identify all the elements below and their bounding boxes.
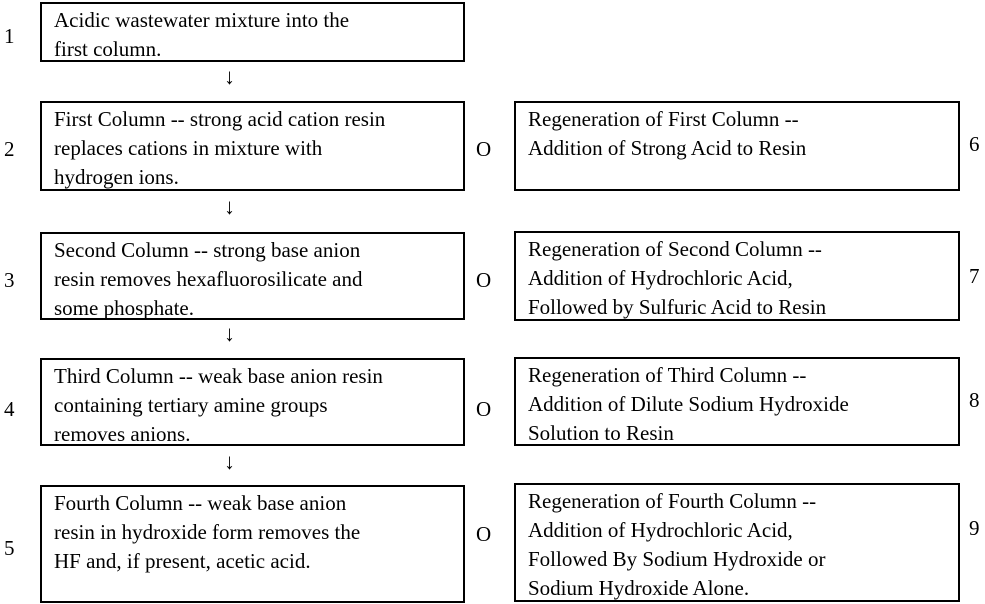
regen-8-line-2: Addition of Dilute Sodium Hydroxide [528, 392, 849, 416]
step-number-1: 1 [4, 24, 15, 48]
regen-7-line-3: Followed by Sulfuric Acid to Resin [528, 295, 827, 319]
step-5-line-3: HF and, if present, acetic acid. [54, 549, 311, 573]
step-box-4 [40, 358, 465, 446]
step-box-3 [40, 232, 465, 320]
step-3-line-2: resin removes hexafluorosilicate and [54, 267, 363, 291]
regen-7-line-2: Addition of Hydrochloric Acid, [528, 266, 793, 290]
step-1-line-2: first column. [54, 37, 162, 61]
step-2-line-2: replaces cations in mixture with [54, 136, 323, 160]
regen-9-line-3: Followed By Sodium Hydroxide or [528, 547, 826, 571]
step-5-line-1: Fourth Column -- weak base anion [54, 491, 347, 515]
regen-6-line-2: Addition of Strong Acid to Resin [528, 136, 807, 160]
regeneration-box-9 [514, 483, 960, 602]
step-4-line-1: Third Column -- weak base anion resin [54, 364, 383, 388]
step-2-line-3: hydrogen ions. [54, 165, 179, 189]
step-number-2: 2 [4, 137, 15, 161]
step-3-line-1: Second Column -- strong base anion [54, 238, 361, 262]
regen-9-line-1: Regeneration of Fourth Column -- [528, 489, 817, 513]
step-5-line-2: resin in hydroxide form removes the [54, 520, 361, 544]
down-arrow-icon: ↓ [224, 64, 235, 89]
step-4-line-3: removes anions. [54, 422, 191, 446]
regen-8-line-1: Regeneration of Third Column -- [528, 363, 807, 387]
regeneration-box-8 [514, 357, 960, 446]
down-arrow-icon: ↓ [224, 321, 235, 346]
regeneration-box-6 [514, 101, 960, 191]
step-number-4: 4 [4, 397, 15, 421]
connector-symbol-5: O [476, 522, 492, 546]
step-1-line-1: Acidic wastewater mixture into the [54, 8, 350, 32]
step-box-1 [40, 2, 465, 62]
regen-6-line-1: Regeneration of First Column -- [528, 107, 799, 131]
regen-number-8: 8 [969, 388, 980, 412]
step-box-2 [40, 101, 465, 191]
regen-9-line-4: Sodium Hydroxide Alone. [528, 576, 750, 600]
step-3-line-3: some phosphate. [54, 296, 194, 320]
step-number-3: 3 [4, 268, 15, 292]
regen-number-9: 9 [969, 516, 980, 540]
regen-7-line-1: Regeneration of Second Column -- [528, 237, 822, 261]
step-box-5 [40, 485, 465, 603]
connector-symbol-2: O [476, 137, 492, 161]
step-number-5: 5 [4, 536, 15, 560]
step-2-line-1: First Column -- strong acid cation resin [54, 107, 386, 131]
regen-number-6: 6 [969, 132, 980, 156]
down-arrow-icon: ↓ [224, 194, 235, 219]
regeneration-box-7 [514, 231, 960, 321]
connector-symbol-4: O [476, 397, 492, 421]
regen-8-line-3: Solution to Resin [528, 421, 674, 445]
connector-symbol-3: O [476, 268, 492, 292]
step-4-line-2: containing tertiary amine groups [54, 393, 328, 417]
regen-number-7: 7 [969, 264, 980, 288]
regen-9-line-2: Addition of Hydrochloric Acid, [528, 518, 793, 542]
down-arrow-icon: ↓ [224, 449, 235, 474]
